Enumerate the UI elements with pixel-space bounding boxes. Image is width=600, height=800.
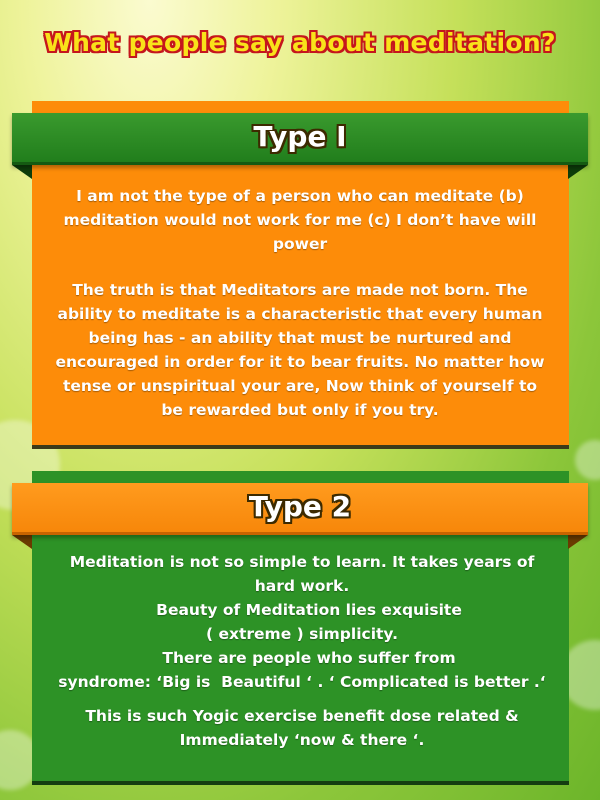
ribbon-fold-right (568, 535, 588, 549)
ribbon-fold-left (12, 535, 32, 549)
type-2-body (42, 550, 562, 752)
page-title: What people say about meditation? (44, 28, 556, 57)
type-2-line: hard work. (254, 577, 350, 595)
ribbon-fold-right (568, 165, 588, 179)
bokeh-light (575, 440, 600, 480)
type-2-line: There are people who suffer from (162, 649, 456, 667)
type-1-paragraph: The truth is that Meditators are made not born. The ability to meditate is a characteristic that every human being has - an ability that must be nurtured and encouraged in order for it to bear fruits. No matter how tense or unspiritual your are, Now think of yourself to be rewarded but only if you try. (55, 281, 545, 419)
type-2-line: ( extreme ) simplicity. (206, 625, 398, 643)
type-1-paragraph: I am not the type of a person who can meditate (b) meditation would not work for me (c) I don’t have will power (63, 187, 537, 253)
type-2-line: Beauty of Meditation lies exquisite (156, 601, 462, 619)
type-1-heading: Type I (253, 120, 347, 153)
type-2-line: syndrome: ‘Big is Beautiful ‘ . ‘ Complicated is better .‘ (58, 673, 546, 691)
type-2-heading: Type 2 (248, 490, 352, 523)
type-2-closing: This is such Yogic exercise benefit dose related & Immediately ‘now & there ‘. (85, 707, 519, 749)
type-1-body (50, 184, 550, 422)
type-2-line: Meditation is not so simple to learn. It takes years of (69, 553, 535, 571)
ribbon-fold-left (12, 165, 32, 179)
